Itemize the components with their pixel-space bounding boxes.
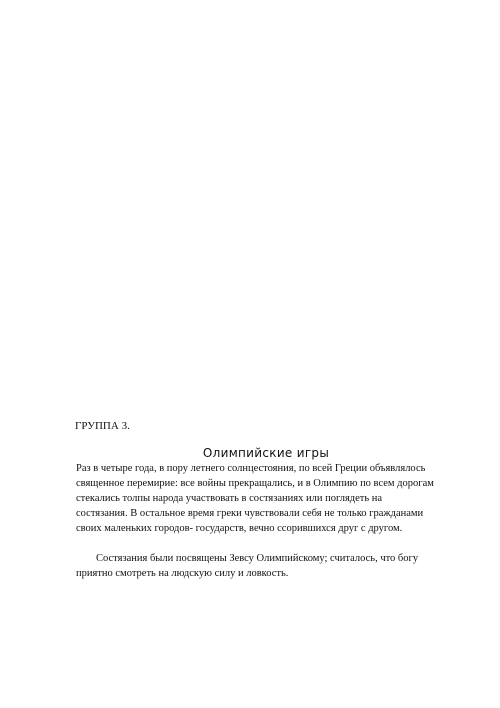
paragraph-line: Состязания были посвящены Зевсу Олимпийскому; считалось, что богу xyxy=(96,553,419,564)
paragraph-line: стекались толпы народа участвовать в состязаниях или поглядеть на xyxy=(76,493,383,504)
paragraph-line: священное перемирие: все войны прекращались, и в Олимпию по всем дорогам xyxy=(76,478,434,489)
group-label: ГРУППА 3. xyxy=(75,420,130,432)
paragraph-line: состязания. В остальное время греки чувствовали себя не только гражданами xyxy=(76,508,424,519)
paragraph-line: своих маленьких городов- государств, вечно ссорившихся друг с другом. xyxy=(76,523,403,534)
paragraph-line: Раз в четыре года, в пору летнего солнцестояния, по всей Греции объявлялось xyxy=(76,463,426,474)
paragraph-line: приятно смотреть на людскую силу и ловкость. xyxy=(76,568,289,579)
document-title: Олимпийские игры xyxy=(202,446,330,460)
